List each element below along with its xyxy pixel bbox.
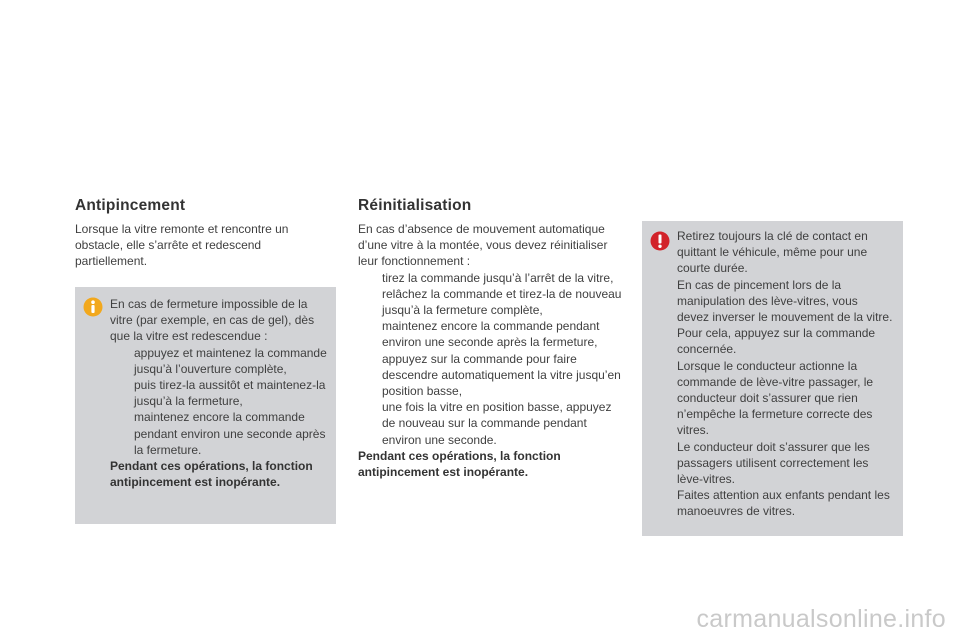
list-item: relâchez la commande et tirez-la de nouveau jusqu’à la fermeture complète, <box>382 286 622 318</box>
info-box-steps <box>110 345 328 458</box>
reinitialisation-content <box>358 221 626 480</box>
reinitialisation-intro: En cas d’absence de mouvement automatique d’une vitre à la montée, vous devez réinitialiser leur fonctionnement : <box>358 222 608 269</box>
reinitialisation-note: Pendant ces opérations, la fonction antipincement est inopérante. <box>358 448 561 480</box>
warning-paragraph: En cas de pincement lors de la manipulation des lève-vitres, vous devez inverser le mouvement de la vitre. Pour cela, appuyez sur la commande concernée. <box>677 277 893 357</box>
list-item: tirez la commande jusqu’à l’arrêt de la vitre, <box>382 270 614 285</box>
warning-box <box>642 221 903 536</box>
reinitialisation-title: Réinitialisation <box>358 197 472 214</box>
info-icon <box>83 297 103 317</box>
list-item: appuyez sur la commande pour faire descendre automatiquement la vitre jusqu’en position basse, <box>382 351 621 399</box>
list-item: maintenez encore la commande pendant environ une seconde après la fermeture. <box>134 410 326 457</box>
warning-box-content <box>677 228 893 520</box>
antipincement-intro: Lorsque la vitre remonte et rencontre un obstacle, elle s’arrête et redescend partiellement. <box>75 222 289 269</box>
warning-paragraph: Retirez toujours la clé de contact en quittant le véhicule, même pour une courte durée. <box>677 229 868 276</box>
warning-paragraph: Lorsque le conducteur actionne la commande de lève-vitre passager, le conducteur doit s’assurer que rien n’empêche la fermeture correcte des vitres. <box>677 358 874 438</box>
list-item: une fois la vitre en position basse, appuyez de nouveau sur la commande pendant environ une seconde. <box>382 400 612 447</box>
list-item: appuyez et maintenez la commande jusqu’à l’ouverture complète, <box>134 345 327 376</box>
list-item: maintenez encore la commande pendant environ une seconde après la fermeture, <box>382 319 600 350</box>
reinitialisation-steps <box>358 270 626 448</box>
watermark: carmanualsonline.info <box>696 605 946 633</box>
info-box <box>75 287 336 524</box>
antipincement-title: Antipincement <box>75 197 186 214</box>
list-item: puis tirez-la aussitôt et maintenez-la jusqu’à la fermeture, <box>134 378 326 409</box>
info-box-content <box>110 296 328 490</box>
warning-paragraph: Le conducteur doit s’assurer que les passagers utilisent correctement les lève-vitres. <box>677 439 870 487</box>
warning-paragraph: Faites attention aux enfants pendant les manoeuvres de vitres. <box>677 488 890 519</box>
warning-icon <box>650 231 670 251</box>
info-box-note: Pendant ces opérations, la fonction antipincement est inopérante. <box>110 459 313 490</box>
info-box-intro: En cas de fermeture impossible de la vitre (par exemple, en cas de gel), dès que la vitre est redescendue : <box>110 297 315 344</box>
